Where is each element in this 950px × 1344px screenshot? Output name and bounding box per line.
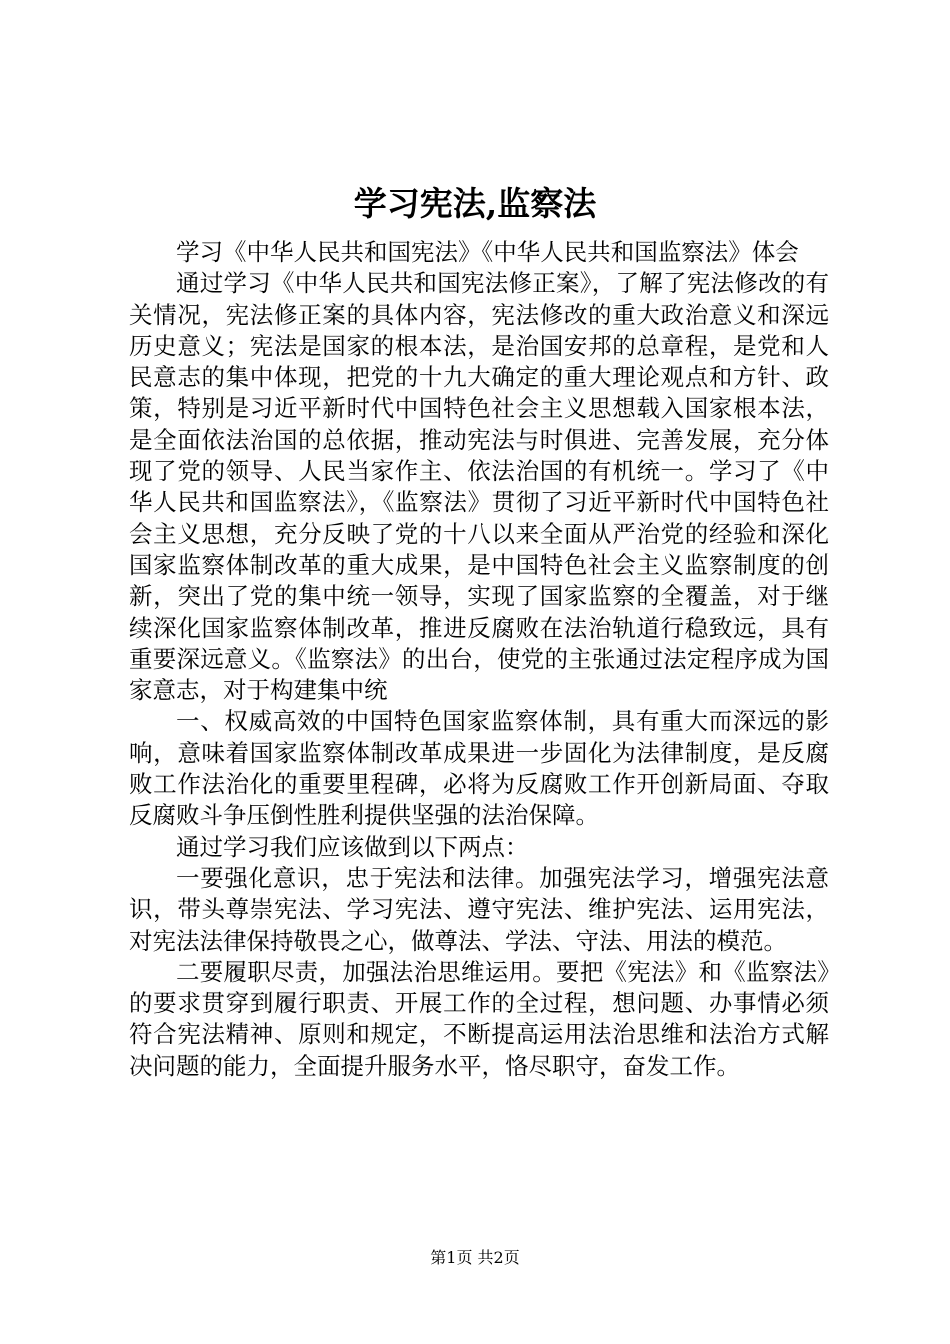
paragraph-point-one: 一要强化意识，忠于宪法和法律。加强宪法学习，增强宪法意识，带头尊崇宪法、学习宪法、遵守宪法、维护宪法、运用宪法，对宪法法律保持敬畏之心，做尊法、学法、守法、用法的模范。 xyxy=(129,863,829,955)
document-title: 学习宪法,监察法 xyxy=(353,184,597,223)
paragraph-two-points-intro: 通过学习我们应该做到以下两点： xyxy=(176,832,529,861)
page-number-footer: 第1页 共2页 xyxy=(430,1248,520,1267)
paragraph-heading-line: 学习《中华人民共和国宪法》《中华人民共和国监察法》体会 xyxy=(176,238,799,266)
paragraph-significance: 一、权威高效的中国特色国家监察体制，具有重大而深远的影响，意味着国家监察体制改革成果进一步固化为法律制度，是反腐败工作法治化的重要里程碑，必将为反腐败工作开创新局面、夺取反腐败斗争压倒性胜利提供坚强的法治保障。 xyxy=(129,707,829,830)
document-body xyxy=(129,237,829,1082)
paragraph-point-two: 二要履职尽责，加强法治思维运用。要把《宪法》和《监察法》的要求贯穿到履行职责、开展工作的全过程，想问题、办事情必须符合宪法精神、原则和规定，不断提高运用法治思维和法治方式解决问题的能力，全面提升服务水平，恪尽职守，奋发工作。 xyxy=(129,957,829,1080)
paragraph-study-summary: 通过学习《中华人民共和国宪法修正案》，了解了宪法修改的有关情况，宪法修正案的具体内容，宪法修改的重大政治意义和深远历史意义；宪法是国家的根本法，是治国安邦的总章程，是党和人民意志的集中体现，把党的十九大确定的重大理论观点和方针、政策，特别是习近平新时代中国特色社会主义思想载入国家根本法，是全面依法治国的总依据，推动宪法与时俱进、完善发展，充分体现了党的领导、人民当家作主、依法治国的有机统一。学习了《中华人民共和国监察法》，《监察法》贯彻了习近平新时代中国特色社会主义思想，充分反映了党的十八以来全面从严治党的经验和深化国家监察体制改革的重大成果，是中国特色社会主义监察制度的创新，突出了党的集中统一领导，实现了国家监察的全覆盖，对于继续深化国家监察体制改革，推进反腐败在法治轨道行稳致远，具有重要深远意义。《监察法》的出台，使党的主张通过法定程序成为国家意志，对于构建集中统 xyxy=(129,269,829,705)
